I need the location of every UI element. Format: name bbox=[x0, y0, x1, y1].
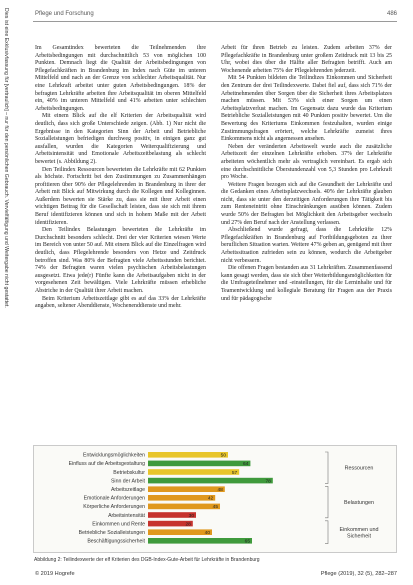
category-label: Einkommen und Rente bbox=[92, 521, 145, 528]
bar-value-label: 57 bbox=[231, 470, 238, 476]
footer-copyright: © 2019 Hogrefe bbox=[35, 571, 75, 577]
bar bbox=[148, 461, 250, 467]
paragraph: Den Teilindex Belastungen bewerteten die Lehrkräfte im Durchschnitt besonders schlecht. Drei der vier Kriterien wiesen Werte im Bereich von unter 50 auf. Mit einem Blick auf die Einzelfragen wird deutlich, dass Pflegelehrende besonders von Hetze und Zeitdruck betroffen sind. Was 80% der Befragten viele Arbeitsstunden berichtet. 74% der Befragten waren vielen psychischen Arbeitsbelastungen ausgesetzt. Etwa jede(r) Fünfte kann die Arbeitsaufgaben nicht in der vorgesehenen Zeit bewältigen. Viele Lehrkräfte müssen erhebliche Abstriche in der Qualität ihrer Arbeit machen. bbox=[35, 227, 206, 294]
paragraph: Abschließend wurde gefragt, dass die Lehrkräfte 12% Pflegefachkräften in Brandenburg auf Fortbildungsgeboten zu ihrer beruflichen Situation warten. Weitere 47% geben an, genügend mit ihrer Arbeitssituation zufrieden sein zu können, wodurch die Arbeitgeber nicht verbessern. bbox=[221, 227, 392, 264]
paragraph: Die offenen Fragen bestanden aus 31 Lehrkräften. Zusammenfassend kann gesagt werden, dass sie sich über Weiterbildungsmöglichkeiten für die Umfrageteilnehmer und -einstellungen, für die Lerninhalte und für Teamentwicklung und kollegiale Beratung für Fragen aus der Praxis und für pädagogische bbox=[221, 265, 392, 302]
bar-value-label: 30 bbox=[188, 513, 194, 519]
category-label: Körperliche Anforderungen bbox=[83, 504, 145, 511]
bar-value-label: 48 bbox=[217, 488, 223, 493]
paragraph: Weitere Fragen bezogen sich auf die Gesundheit der Lehrkräfte und die Gedanken eines Arbeitsplatzwechsels. 40% der Lehrkräfte glauben nicht, dass sie unter den derzeitigen Anforderungen ihre Tätigkeit bis zum Renteneintritt ohne Einschränkungen ausüben können. Zudem wurde 50% der Befragten bei Möglichkeit den Arbeitsgeber wechseln und 27% den Beruf nach der Anstellung verlassen. bbox=[221, 181, 392, 226]
bar bbox=[148, 538, 252, 544]
paragraph: Den Teilindex Ressourcen bewerteten die Lehrkräfte mit 62 Punkten als höchste. Fortschritt bei den Zustimmungen zu Zusammenhängen profitieren über 90% der Pflegelehrenden in Brandenburg in ihrer der Arbeit mit Blick auf Mitwirkung durch die Kollegen und Kolleginnen. Außerdem bewerten sie Stärke zu, dass sie mit ihrer Arbeit einen wichtigen Beitrag für die Gesellschaft leisten, dass sie sich mit ihrem Beruf identifizieren können und sich in hohem Maße mit der Arbeit identifizieren. bbox=[35, 166, 206, 226]
bar-value-label: 64 bbox=[243, 462, 249, 468]
right-column bbox=[221, 45, 392, 303]
category-label: Betriebskultur bbox=[113, 469, 145, 476]
running-title: Pflege und Forschung bbox=[35, 11, 94, 17]
bar bbox=[148, 529, 212, 535]
side-copyright-note bbox=[2, 8, 11, 578]
category-label: Sinn der Arbeit bbox=[110, 478, 145, 485]
bar-value-label: 45 bbox=[212, 505, 218, 511]
bar-value-label: 28 bbox=[185, 522, 191, 528]
category-label: Emotionale Anforderungen bbox=[83, 495, 145, 502]
bar bbox=[148, 504, 220, 510]
bar-value-label: 50 bbox=[220, 453, 226, 459]
group-label: Ressourcen bbox=[344, 465, 374, 472]
bar bbox=[148, 452, 228, 458]
category-label: Beschäftigungssicherheit bbox=[87, 538, 145, 545]
group-label: Einkommen und bbox=[339, 526, 379, 533]
paragraph: Mit einem Blick auf die elf Kriterien der Arbeitsqualität wird deutlich, dass sich große Unterschiede zeigen. (Abb. 1) Nur nicht die Ergebnisse in den Kategorien Sinn der Arbeit und Betriebliche Sozialleistungen befriedigen durchweg positiv, in einigen ganz gut ausfallen, wurden die Kategorien Weiterqualifizierung und Arbeitsintensität und Emotionale Arbeitszeitbelastung als schlecht bewertet (s. Abbildung 2). bbox=[35, 113, 206, 165]
bar bbox=[148, 478, 273, 484]
bar bbox=[148, 495, 215, 501]
side-note-text: Dies ist eine Exklusivfassung für [vertraulich] – nur für den persönlichen Gebrauch. Vervielfältigung und Weitergabe nicht gestattet. bbox=[3, 8, 9, 308]
bar bbox=[148, 486, 225, 492]
header-rule bbox=[33, 21, 397, 22]
bar-value-label: 40 bbox=[204, 531, 210, 536]
group-label: Sicherheit bbox=[347, 533, 371, 540]
paragraph: Beim Kriterium Arbeitszeitlage gibt es auf das 33% der Lehrkräfte angaben, seltener Abenddienste, Wochenenddienste und mehr. bbox=[35, 295, 206, 310]
category-label: Entwicklungsmöglichkeiten bbox=[83, 452, 145, 459]
category-label: Arbeitsintensität bbox=[108, 512, 145, 519]
paragraph: Arbeit für ihren Betrieb zu leisten. Zudem arbeiten 37% der Pflegefachkräfte in Brandenburg unter großem Zeitdruck mit 13 bis 25 Uhr, wobei dies über die Hälfte aller Befragten betrifft. Auch am Wochenende arbeiten 75% der Pflegelehrenden jederzeit. bbox=[221, 45, 392, 74]
left-column bbox=[35, 45, 206, 311]
page-number: 486 bbox=[386, 11, 397, 17]
category-label: Einfluss auf die Arbeitsgestaltung bbox=[68, 461, 145, 468]
paragraph: Neben der veränderten Arbeitswelt wurde auch die zusätzliche Arbeitszeit der einzelnen Lehrkräfte erhoben. 37% der Lehrkräfte arbeiteten wöchentlich mehr als vertraglich vereinbart. Es ergab sich eine durchschnittliche Überstundenzahl von 5,3 Stunden pro Lehrkraft pro Woche. bbox=[221, 143, 392, 181]
group-label: Belastungen bbox=[344, 500, 374, 507]
category-label: Arbeitszeitlage bbox=[110, 487, 145, 493]
criteria-bar-chart bbox=[33, 445, 397, 553]
bar bbox=[148, 469, 239, 475]
paragraph: Im Gesamtindex bewerteten die Teilnehmenden ihre Arbeitsbedingungen mit durchschnittlich 53 von möglichen 100 Punkten. Demnach liegt die Qualität der Arbeitsbedingungen von Pflegefachkräften in Brandenburg im Index nach Güte im unteren Mittelfeld und nach an der Grenze von schlechter Arbeitsqualität. Nur eine Lehrkraft arbeitet unter guten Arbeitsbedingungen. 18% der befragten Lehrkräfte arbeiten ihre Arbeitsqualität im oberen Mittelfeld ein, 40% im unteren Mittelfeld und 41% arbeiten unter schlechten Arbeitsbedingungen. bbox=[35, 45, 206, 112]
figure-caption: Abbildung 2: Teilindexwerte der elf Kriterien des DGB-Index-Gute-Arbeit für Lehrkräfte in Brandenburg bbox=[34, 557, 260, 563]
paragraph: Mit 54 Punkten bildeten die Teilindizes Einkommen und Sicherheit den Zentrum der drei Teilindexwerte. Dabei fiel auf, dass sich 71% der Arbeitnehmenden über Sorgen über die Sicherheit ihres Arbeitsplatzes machen müssen. Mit 53% sich einer Sorgen um einen Arbeitsplatzverlust machen. Im Gegensatz dazu wurde das Kriterium Betriebliche Sozialleistungen mit 40 Punkten positiv bewertet. Um die Bewertung des Kriteriums Einkommen festzuhalten, wurden einige Zustimmungsfragen erörtert, welche Lehrkräfte zumeist ihres Einkommens nicht als angemessen ansehen. bbox=[221, 75, 392, 143]
bar-value-label: 78 bbox=[265, 479, 271, 485]
footer-citation: Pflege (2019), 32 (5), 282–287 bbox=[320, 571, 397, 577]
bar-value-label: 42 bbox=[207, 496, 214, 502]
bar-value-label: 65 bbox=[244, 539, 250, 545]
category-label: Betriebliche Sozialleistungen bbox=[78, 530, 145, 536]
